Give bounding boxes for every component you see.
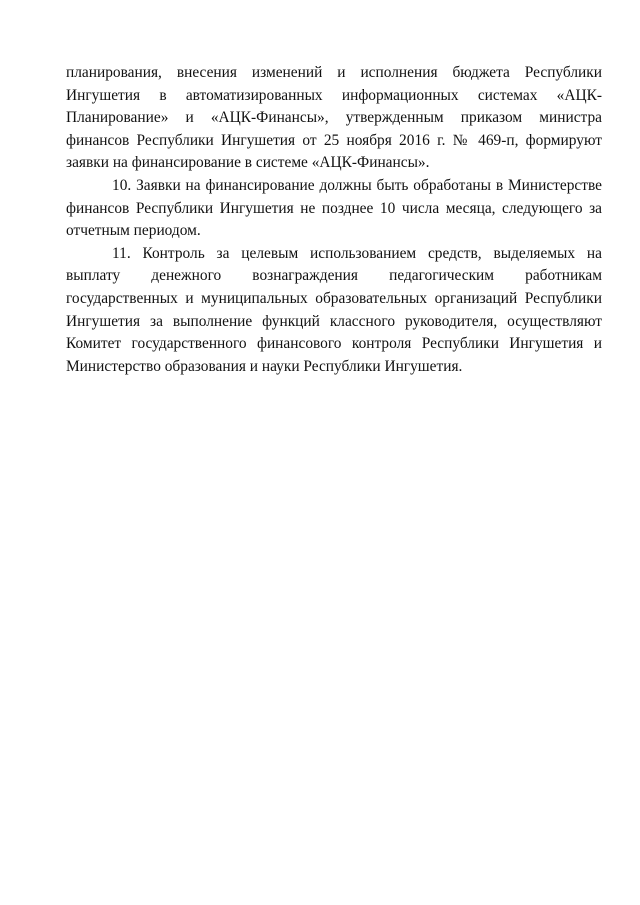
document-body (66, 62, 602, 378)
paragraph-continuation: планирования, внесения изменений и исполнения бюджета Республики Ингушетия в автоматизированных информационных системах «АЦК-Планирование» и «АЦК-Финансы», утвержденным приказом министра финансов Республики Ингушетия от 25 ноября 2016 г. № 469-п, формируют заявки на финансирование в системе «АЦК-Финансы». (66, 64, 602, 172)
paragraph-item-11: 11. Контроль за целевым использованием средств, выделяемых на выплату денежного вознаграждения педагогическим работникам государственных и муниципальных образовательных организаций Республики Ингушетия за выполнение функций классного руководителя, осуществляют Комитет государственного финансового контроля Республики Ингушетия и Министерство образования и науки Республики Ингушетия. (66, 244, 602, 375)
paragraph-item-10: 10. Заявки на финансирование должны быть обработаны в Министерстве финансов Республики Ингушетия не позднее 10 числа месяца, следующего за отчетным периодом. (66, 176, 602, 240)
